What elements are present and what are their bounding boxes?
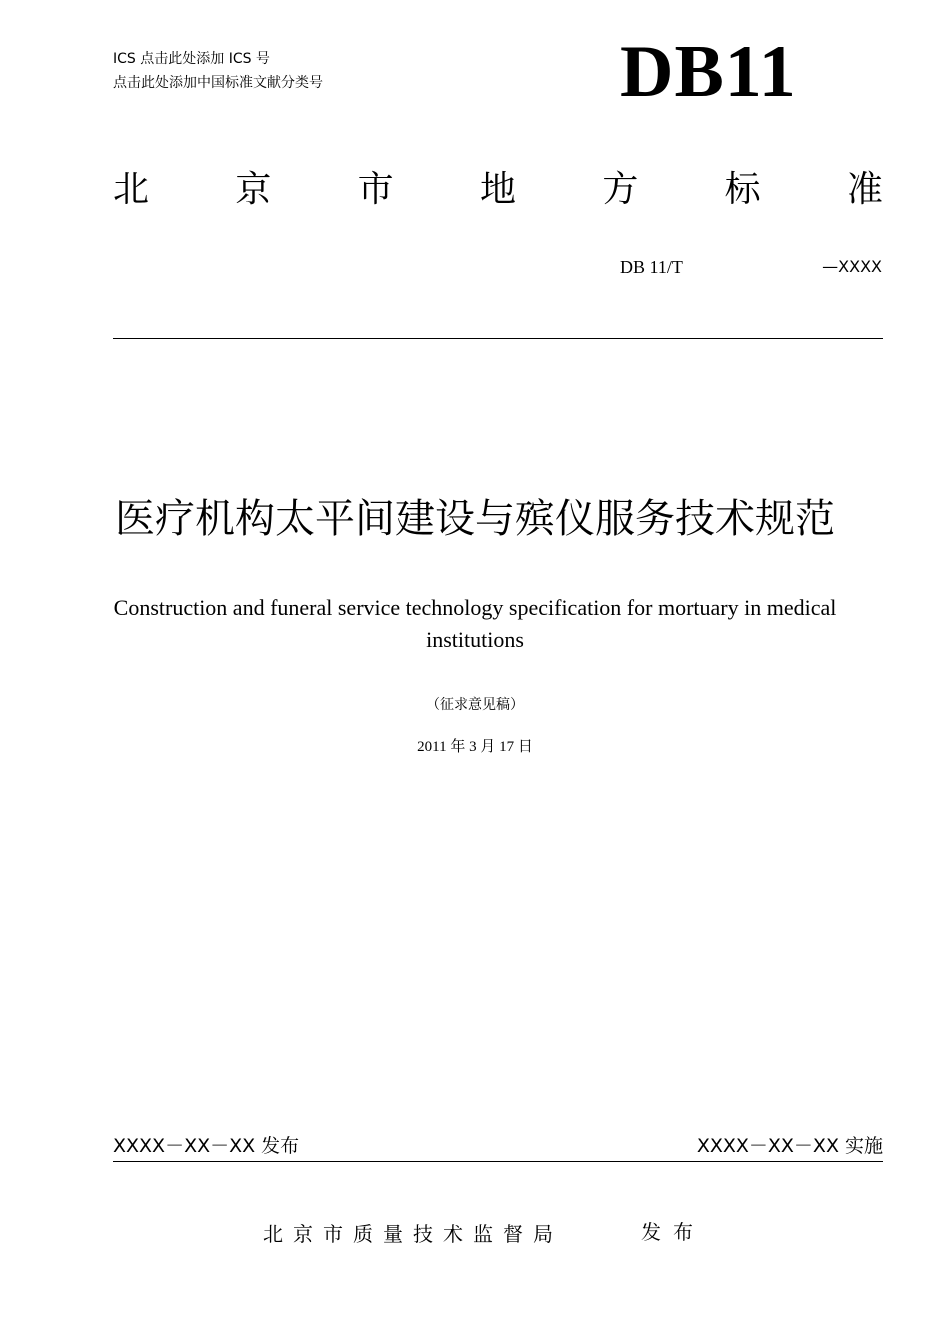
- draft-status: （征求意见稿）: [426, 697, 524, 713]
- standard-type-heading: [113, 166, 883, 214]
- issuing-authority: 北京市质量技术监督局: [263, 1222, 563, 1246]
- document-title-english: Construction and funeral service technology specification for mortuary in medical institutions: [113, 595, 837, 652]
- ics-number: ICS 点击此处添加 ICS 号: [113, 51, 270, 67]
- standard-number: [620, 255, 882, 279]
- issue-label: 发布: [641, 1220, 705, 1244]
- standard-type-char: 京: [235, 169, 272, 210]
- standard-type-char: 地: [479, 169, 516, 210]
- draft-date: 2011 年 3 月 17 日: [417, 739, 533, 755]
- footer-divider: [113, 1161, 883, 1162]
- standard-type-char: 标: [724, 169, 761, 210]
- document-title-chinese: 医疗机构太平间建设与殡仪服务技术规范: [115, 496, 835, 542]
- implement-date: XXXX－XX－XX 实施: [696, 1135, 883, 1157]
- ccs-classification: 点击此处添加中国标准文献分类号: [113, 75, 323, 91]
- standard-type-char: 市: [357, 169, 394, 210]
- standard-type-char: 方: [602, 169, 639, 210]
- standard-type-char: 准: [846, 169, 883, 210]
- standard-logo: DB11: [620, 31, 797, 113]
- header-divider: [113, 338, 883, 339]
- publish-date: XXXX－XX－XX 发布: [113, 1135, 300, 1157]
- standard-number-suffix: —XXXX: [822, 257, 882, 276]
- standard-type-char: 北: [113, 169, 150, 210]
- standard-number-prefix: DB 11/T: [620, 257, 683, 277]
